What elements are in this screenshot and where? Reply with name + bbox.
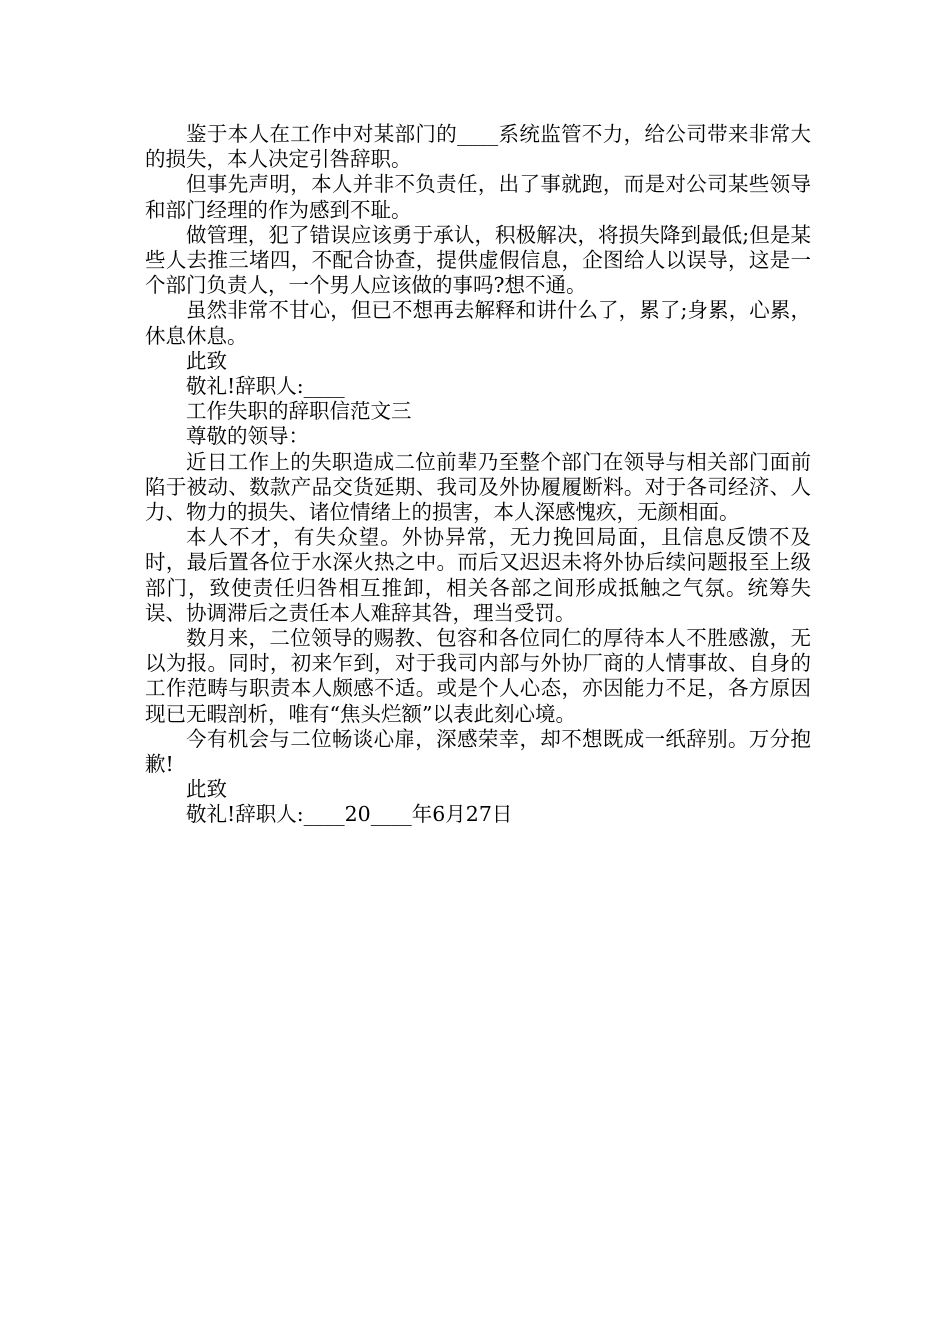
document-body	[145, 122, 811, 828]
letter3-closing-line: 此致	[186, 777, 227, 802]
section-title: 工作失职的辞职信范文三	[186, 399, 412, 424]
closing-line: 此致	[186, 348, 227, 373]
paragraph-2: 但事先声明，本人并非不负责任，出了事就跑，而是对公司某些领导和部门经理的作为感到不耻。	[145, 172, 811, 222]
paragraph-4: 虽然非常不甘心，但已不想再去解释和讲什么了，累了;身累，心累，休息休息。	[145, 298, 811, 348]
letter3-paragraph-4: 今有机会与二位畅谈心扉，深感荣幸，却不想既成一纸辞别。万分抱歉!	[145, 726, 811, 777]
salute-signature-line: 敬礼!辞职人:____	[186, 374, 345, 399]
letter3-paragraph-3: 数月来，二位领导的赐教、包容和各位同仁的厚待本人不胜感激，无以为报。同时，初来乍到，对于我司内部与外协厂商的人情事故、自身的工作范畴与职责本人颇感不适。或是个人心态，亦因能力不足，各方原因现已无暇剖析，唯有“焦头烂额”以表此刻心境。	[145, 626, 811, 726]
letter3-paragraph-2: 本人不才，有失众望。外协异常，无力挽回局面，且信息反馈不及时，最后置各位于水深火热之中。而后又迟迟未将外协后续问题报至上级部门，致使责任归咎相互推卸，相关各部之间形成抵触之气氛。统筹失误、协调滞后之责任本人难辞其咎，理当受罚。	[145, 525, 811, 625]
greeting-line: 尊敬的领导：	[186, 424, 309, 449]
paragraph-3: 做管理，犯了错误应该勇于承认，积极解决，将损失降到最低;但是某些人去推三堵四，不配合协查，提供虚假信息，企图给人以误导，这是一个部门负责人，一个男人应该做的事吗?想不通。	[145, 222, 811, 298]
paragraph-1: 鉴于本人在工作中对某部门的____系统监管不力，给公司带来非常大的损失，本人决定引咎辞职。	[145, 122, 811, 172]
letter3-signature-date-line: 敬礼!辞职人:____20____年6月27日	[186, 802, 513, 827]
letter3-paragraph-1: 近日工作上的失职造成二位前辈乃至整个部门在领导与相关部门面前陷于被动、数款产品交货延期、我司及外协履履断料。对于各司经济、人力、物力的损失、诸位情绪上的损害，本人深感愧疚，无颜相面。	[145, 449, 811, 525]
